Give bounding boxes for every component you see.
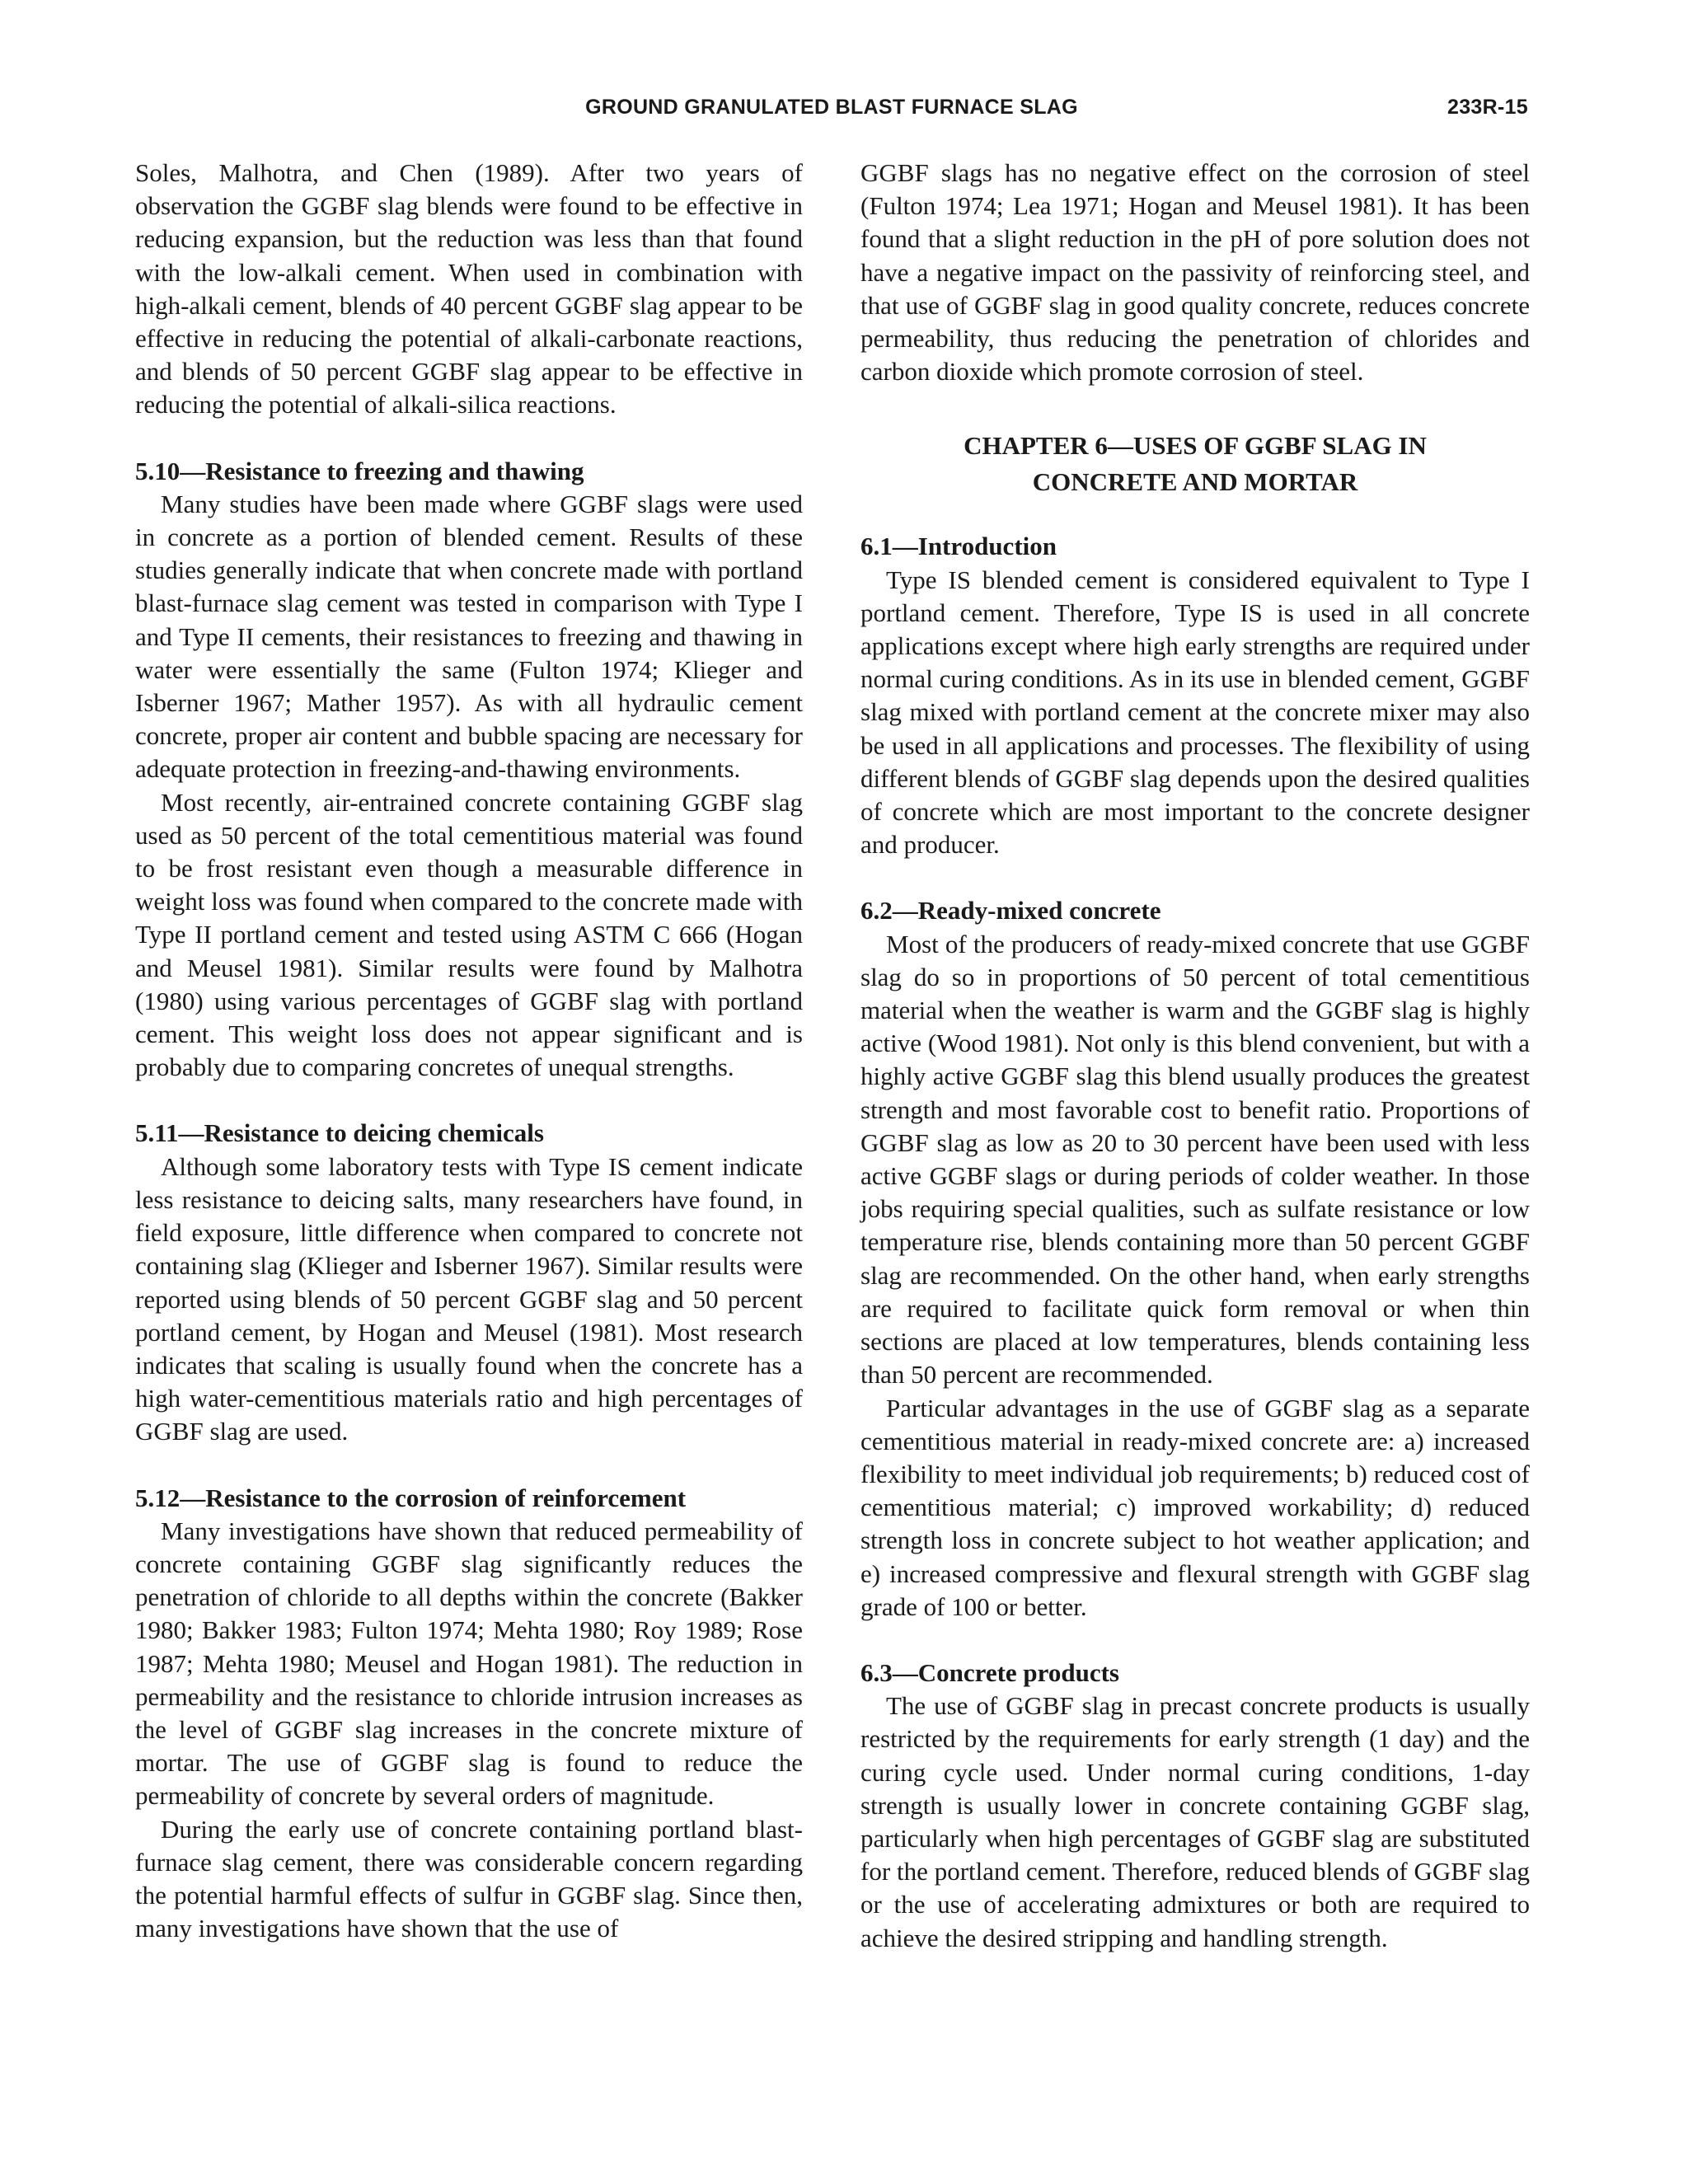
chapter-heading: [860, 428, 1530, 500]
paragraph: Particular advantages in the use of GGBF slag as a separate cementitious material in ready-mixed concrete are: a) increased flexibility to meet individual job requirements; b) reduced cost of cementitious material; c) improved workability; d) reduced strength loss in concrete subject to hot weather application; and e) increased compressive and flexural strength with GGBF slag grade of 100 or better.: [860, 1393, 1530, 1621]
left-column: [135, 157, 803, 1945]
section-heading-5-10: 5.10—Resistance to freezing and thawing: [135, 456, 584, 485]
section-heading-6-3: 6.3—Concrete products: [860, 1657, 1119, 1687]
section-heading-6-1: 6.1—Introduction: [860, 532, 1057, 561]
paragraph: Although some laboratory tests with Type IS cement indicate less resistance to deicing salts, many researchers have found, in field exposure, little difference when compared to concrete not containing slag (Klieger and Isberner 1967). Similar results were reported using blends of 50 percent GGBF slag and 50 percent portland cement, by Hogan and Meusel (1981). Most research indicates that scaling is usually found when the concrete has a high water-cementitious materials ratio and high percentages of GGBF slag are used.: [135, 1151, 803, 1446]
section-heading-5-12: 5.12—Resistance to the corrosion of reinforcement: [135, 1483, 687, 1512]
section-heading-6-2: 6.2—Ready-mixed concrete: [860, 896, 1161, 926]
chapter-heading-line-2: CONCRETE AND MORTAR: [1032, 467, 1358, 497]
chapter-heading-line-1: CHAPTER 6—USES OF GGBF SLAG IN: [964, 431, 1427, 461]
running-header: [135, 92, 1528, 125]
running-title: GROUND GRANULATED BLAST FURNACE SLAG: [585, 96, 1078, 119]
paragraph: Type IS blended cement is considered equivalent to Type I portland cement. Therefore, Type IS is used in all concrete applications except where high early strengths are required under normal curing conditions. As in its use in blended cement, GGBF slag mixed with portland cement at the concrete mixer may also be used in all applications and processes. The flexibility of using different blends of GGBF slag depends upon the desired qualities of concrete which are most important to the concrete designer and producer.: [860, 565, 1530, 860]
paragraph: Many investigations have shown that reduced permeability of concrete containing GGBF slag significantly reduces the penetration of chloride to all depths within the concrete (Bakker 1980; Bakker 1983; Fulton 1974; Mehta 1980; Roy 1989; Rose 1987; Mehta 1980; Meusel and Hogan 1981). The reduction in permeability and the resistance to chloride intrusion increases as the level of GGBF slag increases in the concrete mixture of mortar. The use of GGBF slag is found to reduce the permeability of concrete by several orders of magnitude.: [135, 1516, 803, 1811]
paragraph: Most recently, air-entrained concrete containing GGBF slag used as 50 percent of the total cementitious material was found to be frost resistant even though a measurable difference in weight loss was found when compared to the concrete made with Type II portland cement and tested using ASTM C 666 (Hogan and Meusel 1981). Similar results were found by Malhotra (1980) using various percentages of GGBF slag with portland cement. This weight loss does not appear significant and is probably due to comparing concretes of unequal strengths.: [135, 787, 803, 1082]
paragraph-continued: GGBF slags has no negative effect on the corrosion of steel (Fulton 1974; Lea 1971; Hogan and Meusel 1981). It has been found that a slight reduction in the pH of pore solution does not have a negative impact on the passivity of reinforcing steel, and that use of GGBF slag in good quality concrete, reduces concrete permeability, thus reducing the penetration of chlorides and carbon dioxide which promote corrosion of steel.: [860, 158, 1530, 387]
right-column: [860, 157, 1530, 1955]
section-heading-5-11: 5.11—Resistance to deicing chemicals: [135, 1118, 544, 1148]
paragraph: Many studies have been made where GGBF slags were used in concrete as a portion of blended cement. Results of these studies generally indicate that when concrete made with portland blast-furnace slag cement was tested in comparison with Type I and Type II cements, their resistances to freezing and thawing in water were essentially the same (Fulton 1974; Klieger and Isberner 1967; Mather 1957). As with all hydraulic cement concrete, proper air content and bubble spacing are necessary for adequate protection in freezing-and-thawing environments.: [135, 489, 803, 784]
paragraph: Most of the producers of ready-mixed concrete that use GGBF slag do so in proportions of 50 percent of total cementitious material when the weather is warm and the GGBF slag is highly active (Wood 1981). Not only is this blend convenient, but with a highly active GGBF slag this blend usually produces the greatest strength and most favorable cost to benefit ratio. Proportions of GGBF slag as low as 20 to 30 percent have been used with less active GGBF slags or during periods of colder weather. In those jobs requiring special qualities, such as sulfate resistance or low temperature rise, blends containing more than 50 percent GGBF slag are recommended. On the other hand, when early strengths are required to facilitate quick form removal or when thin sections are placed at low temperatures, blends containing less than 50 percent are recommended.: [860, 929, 1530, 1390]
paragraph: The use of GGBF slag in precast concrete products is usually restricted by the requirements for early strength (1 day) and the curing cycle used. Under normal curing conditions, 1-day strength is usually lower in concrete containing GGBF slag, particularly when high percentages of GGBF slag are substituted for the portland cement. Therefore, reduced blends of GGBF slag or the use of accelerating admixtures or both are required to achieve the desired stripping and handling strength.: [860, 1691, 1530, 1952]
paragraph: During the early use of concrete containing portland blast-furnace slag cement, there was considerable concern regarding the potential harmful effects of sulfur in GGBF slag. Since then, many investigations have shown that the use of: [135, 1814, 803, 1943]
paragraph-continued: Soles, Malhotra, and Chen (1989). After two years of observation the GGBF slag blends were found to be effective in reducing expansion, but the reduction was less than that found with the low-alkali cement. When used in combination with high-alkali cement, blends of 40 percent GGBF slag appear to be effective in reducing the potential of alkali-carbonate reactions, and blends of 50 percent GGBF slag appear to be effective in reducing the potential of alkali-silica reactions.: [135, 158, 803, 419]
page-number: 233R-15: [1447, 96, 1528, 119]
